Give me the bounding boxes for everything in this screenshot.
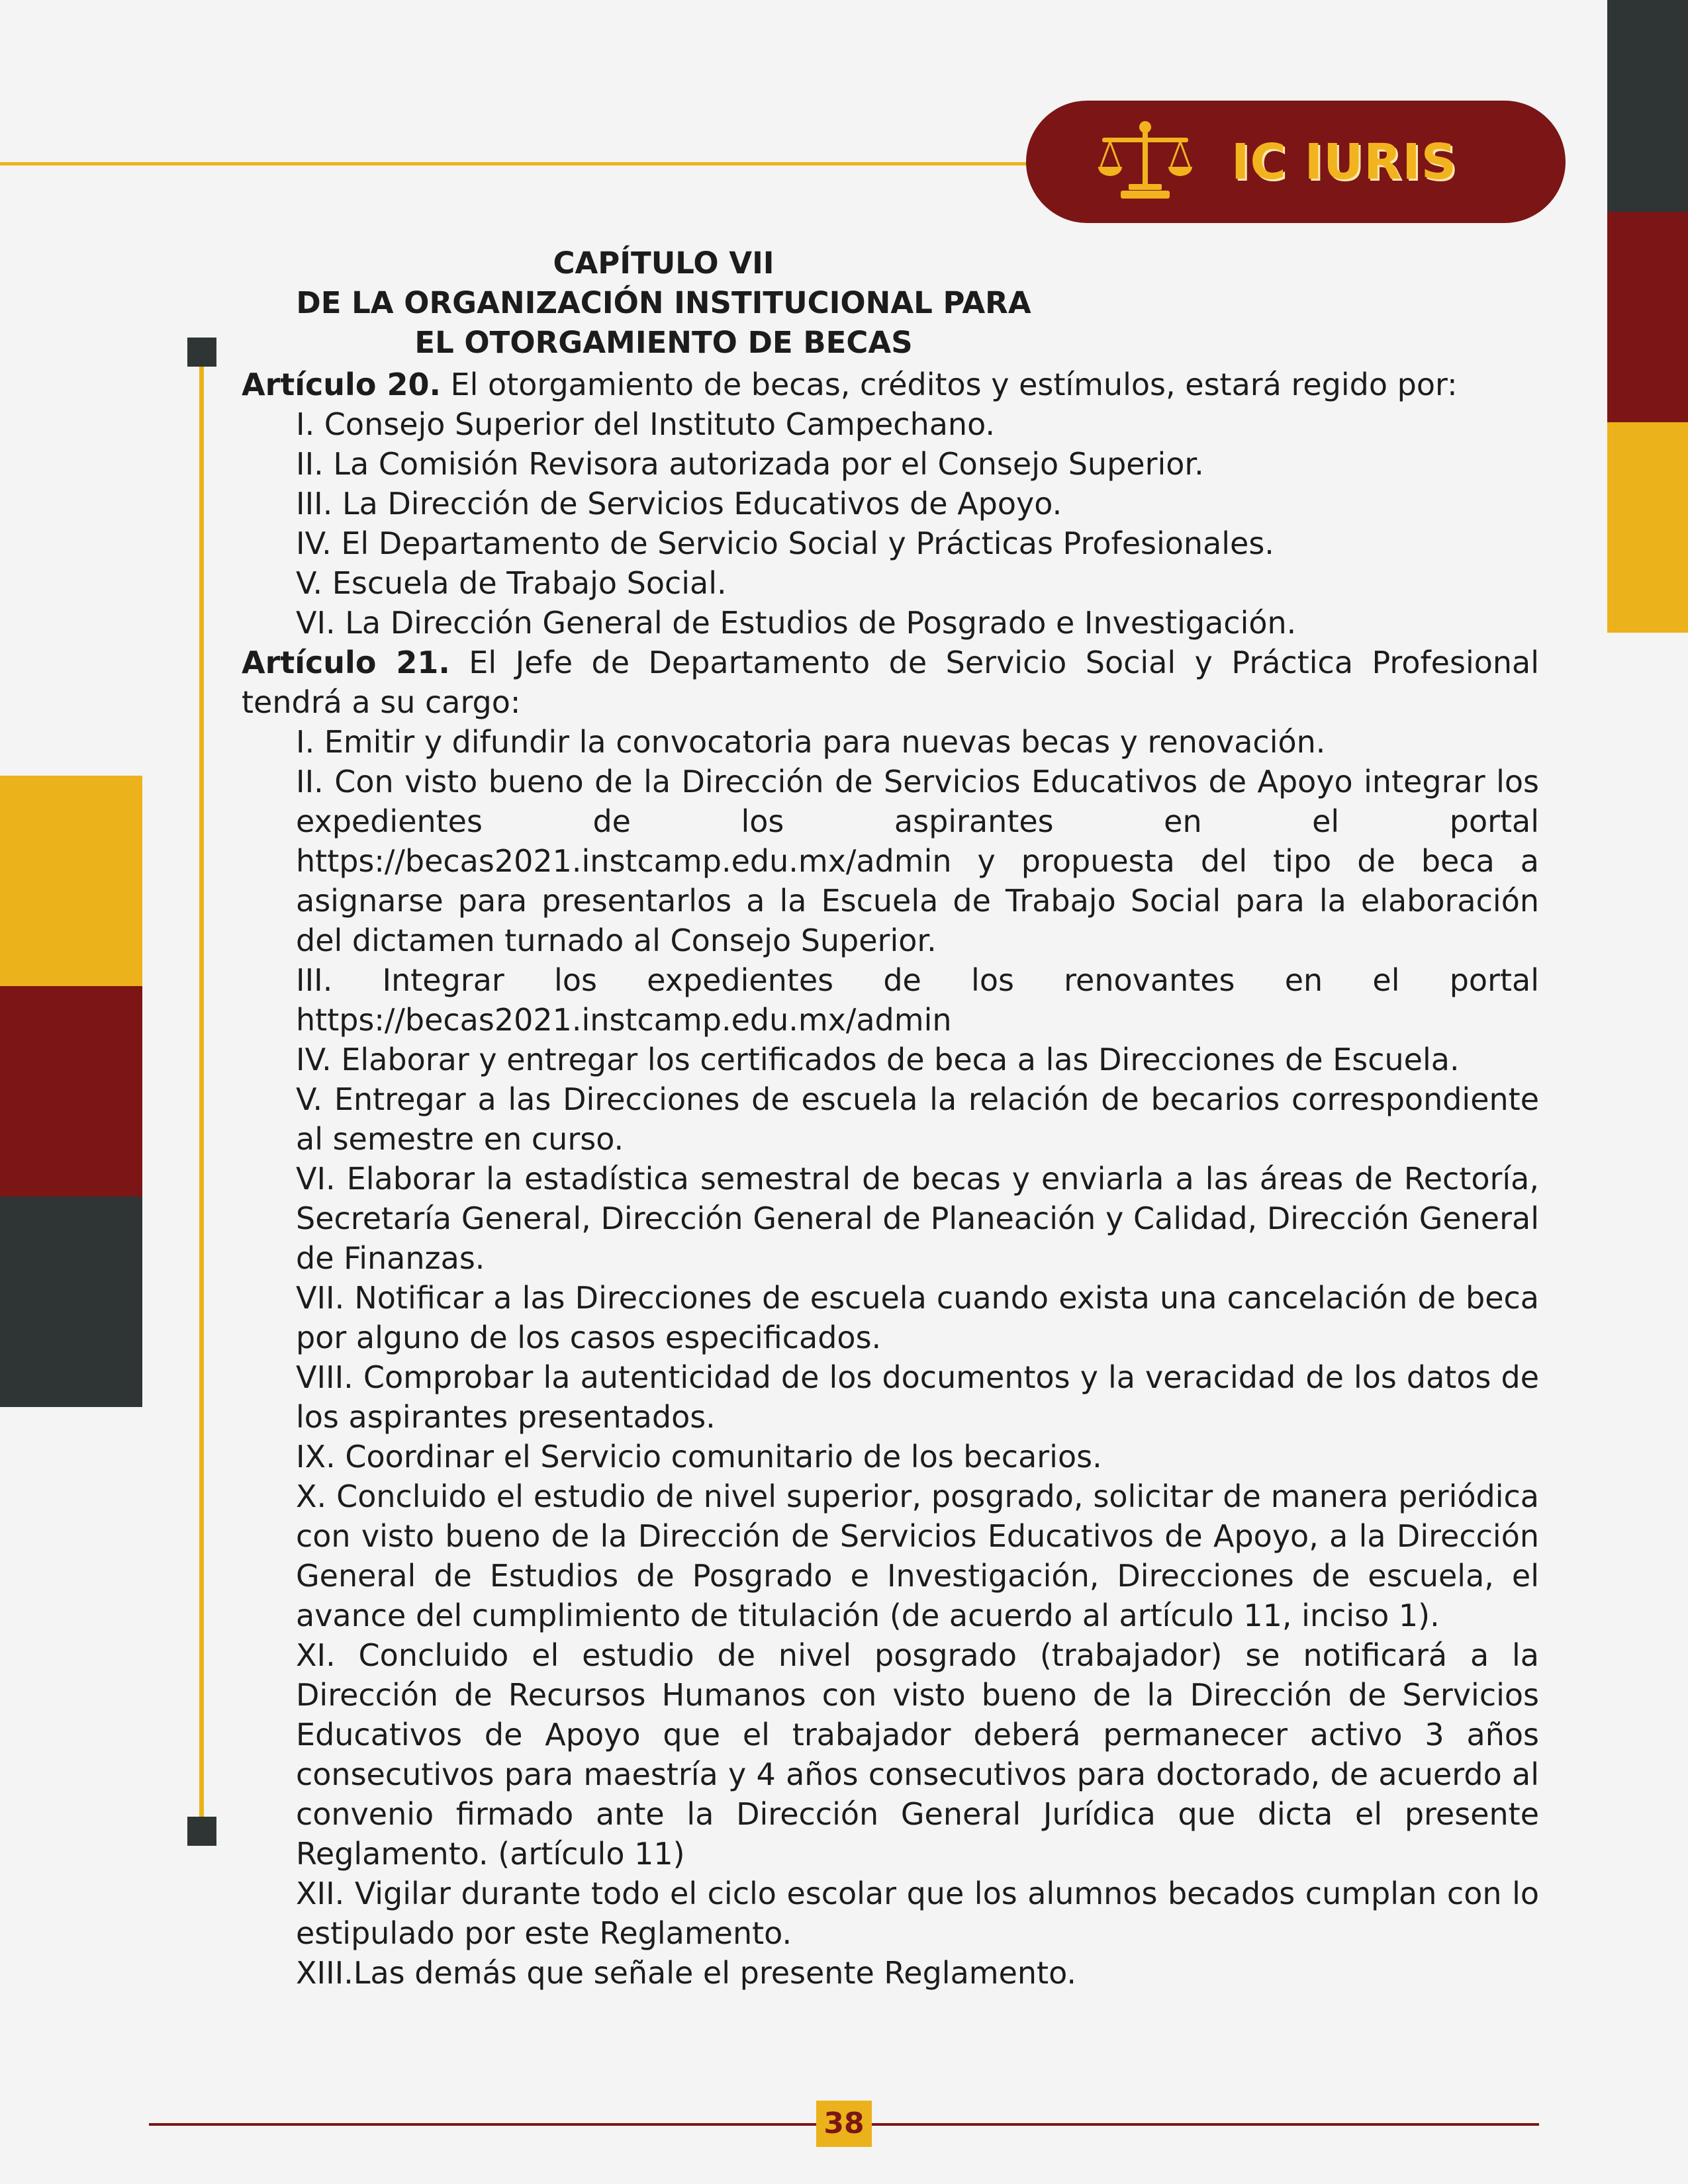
page-number: 38 (816, 2101, 872, 2147)
list-item: VI. La Dirección General de Estudios de Posgrado e Investigación. (296, 605, 1297, 641)
chapter-subtitle-line-1: DE LA ORGANIZACIÓN INSTITUCIONAL PARA (296, 285, 1031, 320)
list-item: X. Concluido el estudio de nivel superior, posgrado, solicitar de manera periódica con visto bueno de la Dirección de Servicios Educativos de Apoyo, a la Dirección General de Estudios de Posgrado e Investigación, Direcciones de escuela, el avance del cumplimiento de titulación (de acuerdo al artículo 11, inciso 1). (296, 1479, 1539, 1633)
right-bar-maroon (1607, 212, 1688, 422)
left-bar-gold (0, 776, 142, 986)
chapter-subtitle-line-2: EL OTORGAMIENTO DE BECAS (414, 325, 913, 360)
list-item: I. Emitir y difundir la convocatoria para nuevas becas y renovación. (296, 724, 1326, 760)
list-item: V. Entregar a las Direcciones de escuela la relación de becarios correspondiente al semestre en curso. (296, 1081, 1539, 1157)
list-item: III. La Dirección de Servicios Educativos de Apoyo. (296, 486, 1062, 522)
list-item: VIII. Comprobar la autenticidad de los documentos y la veracidad de los datos de los aspirantes presentados. (296, 1359, 1539, 1435)
chapter-heading (225, 244, 1031, 363)
footer-rule-left (149, 2123, 818, 2126)
footer-rule-right (870, 2123, 1539, 2126)
list-item: V. Escuela de Trabajo Social. (296, 565, 727, 601)
right-bar-gold (1607, 422, 1688, 633)
list-item: III. Integrar los expedientes de los renovantes en el portal https://becas2021.instcamp.edu.mx/admin (296, 962, 1539, 1038)
article-21-intro (242, 643, 1539, 722)
list-item: II. Con visto bueno de la Dirección de Servicios Educativos de Apoyo integrar los expedientes de los aspirantes en el portal https://becas2021.instcamp.edu.mx/admin y propuesta del tipo de beca a asignarse para presentarlos a la Escuela de Trabajo Social para la elaboración del dictamen turnado al Consejo Superior. (296, 764, 1539, 958)
article-20-intro (242, 365, 1539, 404)
header-rule (0, 162, 1033, 165)
list-item: VII. Notificar a las Direcciones de escuela cuando exista una cancelación de beca por alguno de los casos especificados. (296, 1280, 1539, 1355)
list-item: I. Consejo Superior del Instituto Campechano. (296, 406, 996, 442)
left-bar-maroon (0, 986, 142, 1197)
left-bar-charcoal (0, 1197, 142, 1407)
document-body (242, 365, 1539, 1993)
list-item: XII. Vigilar durante todo el ciclo escolar que los alumnos becados cumplan con lo estipulado por este Reglamento. (296, 1876, 1539, 1951)
article-label: Artículo 21. (242, 645, 450, 680)
bracket-square-bottom (187, 1817, 216, 1846)
list-item: IV. Elaborar y entregar los certificados de beca a las Direcciones de Escuela. (296, 1042, 1460, 1077)
article-text: El Jefe de Departamento de Servicio Social y Práctica Profesional tendrá a su cargo: (242, 645, 1539, 720)
list-item: XIII.Las demás que señale el presente Reglamento. (296, 1955, 1077, 1991)
chapter-title: CAPÍTULO VII (553, 246, 774, 281)
scales-of-justice-icon (1096, 119, 1195, 205)
list-item: IV. El Departamento de Servicio Social y Prácticas Profesionales. (296, 525, 1274, 561)
list-item: IX. Coordinar el Servicio comunitario de los becarios. (296, 1439, 1102, 1475)
brand-badge (1026, 101, 1566, 223)
article-text: El otorgamiento de becas, créditos y estímulos, estará regido por: (440, 367, 1458, 402)
list-item: II. La Comisión Revisora autorizada por el Consejo Superior. (296, 446, 1204, 482)
brand-name: IC IURIS (1231, 133, 1458, 191)
right-bar-charcoal (1607, 0, 1688, 212)
list-item: XI. Concluido el estudio de nivel posgrado (trabajador) se notificará a la Dirección de Recursos Humanos con visto bueno de la Dirección de Servicios Educativos de Apoyo que el trabajador deberá permanecer activo 3 años consecutivos para maestría y 4 años consecutivos para doctorado, de acuerdo al convenio firmado ante la Dirección General Jurídica que dicta el presente Reglamento. (artículo 11) (296, 1637, 1539, 1872)
bracket-line (199, 351, 204, 1833)
article-label: Artículo 20. (242, 367, 441, 402)
list-item: VI. Elaborar la estadística semestral de becas y enviarla a las áreas de Rectoría, Secretaría General, Dirección General de Planeación y Calidad, Dirección General de Finanzas. (296, 1161, 1539, 1276)
